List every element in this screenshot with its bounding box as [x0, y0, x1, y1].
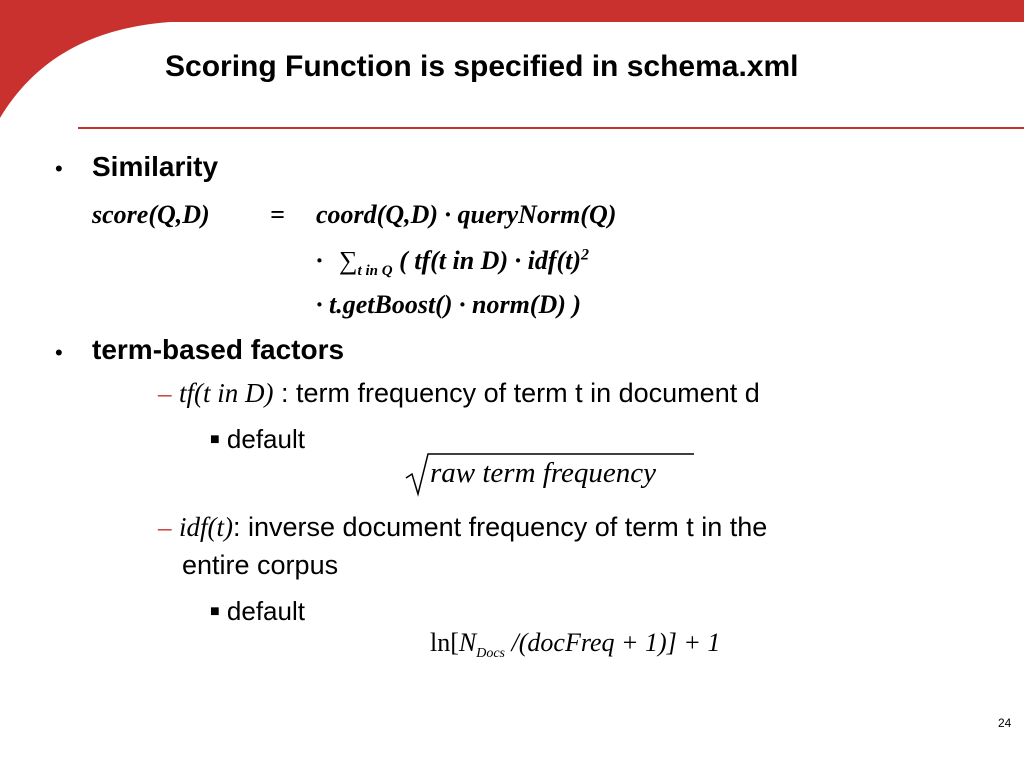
tf-default-item	[210, 424, 305, 455]
formula-lhs: score(Q,D)	[92, 200, 210, 229]
idf-term: idf(t)	[179, 512, 234, 542]
tf-default-label: default	[226, 424, 305, 454]
formula-line2-main: ( tf(t in D) · idf(t)	[399, 246, 582, 275]
formula-line3: · t.getBoost() · norm(D) )	[316, 290, 582, 319]
idf-sub-bullet	[158, 512, 767, 543]
square-bullet-icon: ■	[210, 603, 220, 620]
idf-default-formula	[430, 628, 720, 662]
idf-description-line1: : inverse document frequency of term t in the	[233, 512, 768, 542]
square-bullet-icon: ■	[210, 431, 220, 448]
bullet-dot: •	[55, 340, 63, 365]
corner-swoosh-decoration	[0, 0, 170, 130]
formula-dot: ·	[316, 246, 323, 275]
bullet-dot: •	[55, 156, 63, 181]
formula-line2	[316, 246, 589, 280]
slide-title: Scoring Function is specified in schema.xml	[165, 50, 799, 83]
tf-default-formula: raw term frequency	[430, 457, 657, 489]
sum-symbol: ∑	[339, 246, 358, 275]
formula-equals: =	[270, 200, 285, 229]
tf-term: tf(t in D)	[179, 378, 274, 408]
tf-sub-bullet	[158, 378, 760, 409]
dash-marker: –	[158, 512, 172, 542]
title-divider	[78, 127, 1024, 129]
formula-line1: coord(Q,D) · queryNorm(Q)	[316, 200, 617, 229]
idf-default-item	[210, 596, 305, 627]
formula-superscript: 2	[581, 246, 590, 264]
page-number: 24	[998, 716, 1012, 730]
idf-formula-N: N	[458, 628, 477, 657]
idf-formula-subscript: Docs	[476, 646, 506, 662]
bullet-similarity: Similarity	[92, 151, 219, 182]
bullet-term-factors: term-based factors	[92, 334, 345, 365]
idf-description-line2: entire corpus	[182, 550, 339, 580]
tf-description: : term frequency of term t in document d	[273, 378, 760, 408]
sum-subscript: t in Q	[357, 263, 393, 280]
idf-default-label: default	[226, 596, 305, 626]
idf-formula-ln: ln[	[430, 628, 459, 657]
idf-formula-rest: /(docFreq + 1)] + 1	[505, 628, 721, 657]
dash-marker: –	[158, 378, 172, 408]
